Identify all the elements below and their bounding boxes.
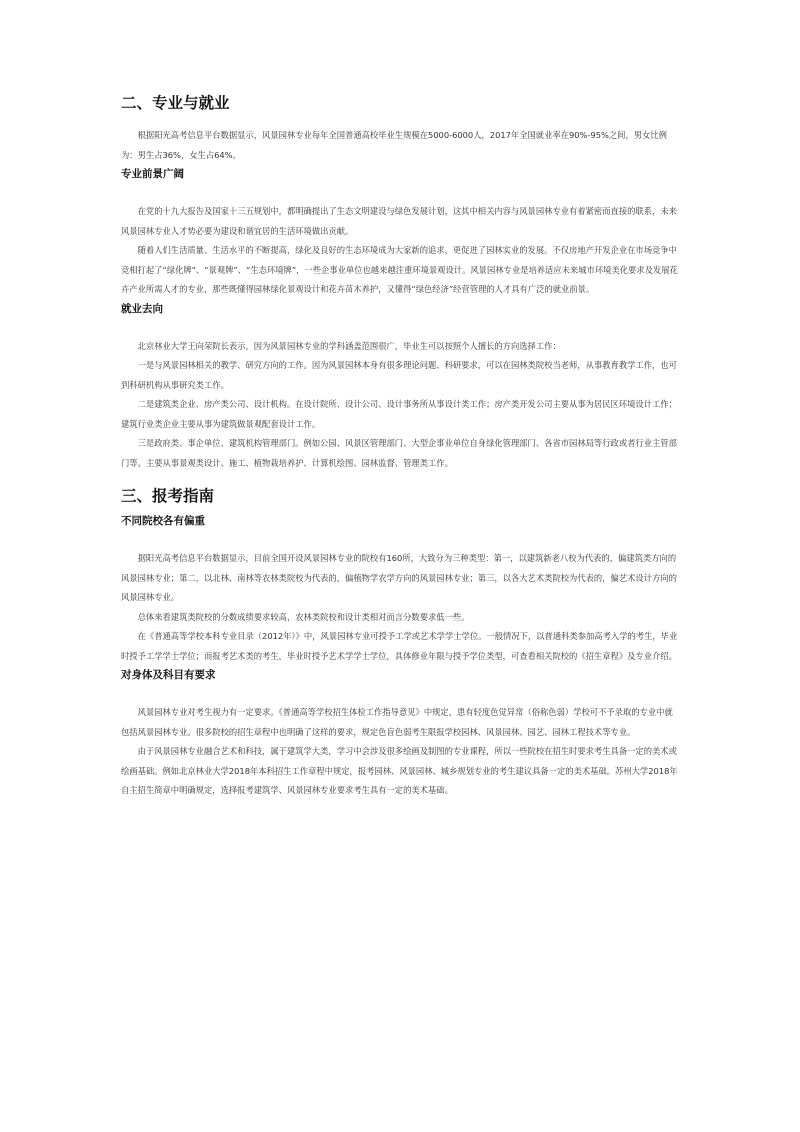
schools-paragraph-2: 总体来看建筑类院校的分数成绩要求较高，农林类院校和设计类相对而言分数要求低一些。: [137, 611, 470, 622]
requirements-paragraph-1: 风景园林专业对考生视力有一定要求。《普通高等学校招生体检工作指导意见》中规定，患有轻度色觉异常（俗称色弱）学校可不予录取的专业中就包括风景园林专业。很多院校的招生章程中也明确了这样的要求，规定色盲色弱考生限报学校园林、风景园林、园艺、园林工程技术等专业。: [121, 707, 673, 737]
employment-paragraph-4: 三是政府类、事企单位、建筑机构管理部门。例如公园、风景区管理部门、大型企事业单位自身绿化管理部门、各省市园林局等行政或者行业主管部门等。主要从事景观类设计、施工、植物栽培养护、计算机绘图、园林监督、管理类工作。: [121, 438, 677, 468]
schools-paragraph-1: 据阳光高考信息平台数据显示，目前全国开设风景园林专业的院校有160所，大致分为三种类型：第一，以建筑新老八校为代表的，偏建筑类方向的风景园林专业；第二，以北林、南林等农林类院校为代表的，偏植物学农学方向的风景园林专业；第三，以各大艺术类院校为代表的，偏艺术设计方向的风景园林专业。: [121, 553, 677, 602]
employment-paragraph-1: 北京林业大学王向荣院长表示，因为风景园林专业的学科涵盖范围很广，毕业生可以按照个人擅长的方向选择工作：: [137, 340, 561, 351]
schools-paragraph-3: 在《普通高等学校本科专业目录（2012年）》中，风景园林专业可授予工学或艺术学学士学位。一般情况下，以普通科类参加高考入学的考生，毕业时授予工学学士学位；而报考艺术类的考生，毕业时授予艺术学学士学位，具体修业年限与授予学位类型，可查看相关院校的《招生章程》及专业介绍。: [121, 631, 678, 661]
prospects-paragraph-2: 随着人们生活质量、生活水平的不断提高，绿化及良好的生态环境成为大家新的追求，更促进了园林实业的发展。不仅房地产开发企业在市场竞争中竞相打起了“绿化牌”、“景观牌”、“生态环境牌”，一些企事业单位也越来越注重环境景观设计。风景园林专业是培养适应未来城市环境美化要求及发展花卉产业所需人才的专业，那些既懂得园林绿化景观设计和花卉苗木养护，又懂得“绿色经济”经营管理的人才具有广泛的就业前景。: [121, 245, 678, 294]
employment-paragraph-3: 二是建筑类企业、房产类公司、设计机构。在设计院所、设计公司、设计事务所从事设计类工作；房产类开发公司主要从事为居民区环境设计工作；建筑行业类企业主要从事为建筑做景观配套设计工作。: [121, 399, 677, 429]
subheading-schools: 不同院校各有偏重: [121, 515, 205, 527]
intro-paragraph: 根据阳光高考信息平台数据显示，风景园林专业每年全国普通高校毕业生规模在5000-6000人，2017年全国就业率在90%-95%之间，男女比例为：男生占36%，女生占64%。: [121, 130, 667, 160]
subheading-requirements: 对身体及科目有要求: [121, 669, 216, 681]
employment-paragraph-2: 一是与风景园林相关的教学、研究方向的工作。因为风景园林本身有很多理论问题、科研要求，可以在园林类院校当老师，从事教育教学工作，也可到科研机构从事研究类工作。: [121, 360, 677, 390]
document-page: [121, 92, 681, 801]
section-heading-application-guide: 三、报考指南: [121, 487, 215, 505]
section-heading-major-employment: 二、专业与就业: [121, 94, 230, 112]
prospects-paragraph-1: 在党的十九大报告及国家十三五规划中，都明确提出了生态文明建设与绿色发展计划，这其中相关内容与风景园林专业有着紧密而直接的联系，未来风景园林专业人才势必要为建设和谐宜居的生活环境做出贡献。: [121, 206, 677, 236]
subheading-employment: 就业去向: [121, 302, 163, 315]
subheading-prospects: 专业前景广阔: [121, 168, 184, 180]
requirements-paragraph-2: 由于风景园林专业融合艺术和科技，属于建筑学大类，学习中会涉及很多绘画及制图的专业课程，所以一些院校在招生时要求考生具备一定的美术或绘画基础。例如北京林业大学2018年本科招生工作章程中规定，报考园林、风景园林、城乡规划专业的考生建议具备一定的美术基础。苏州大学2018年自主招生简章中明确规定，选择报考建筑学、风景园林专业要求考生具有一定的美术基础。: [121, 746, 678, 795]
